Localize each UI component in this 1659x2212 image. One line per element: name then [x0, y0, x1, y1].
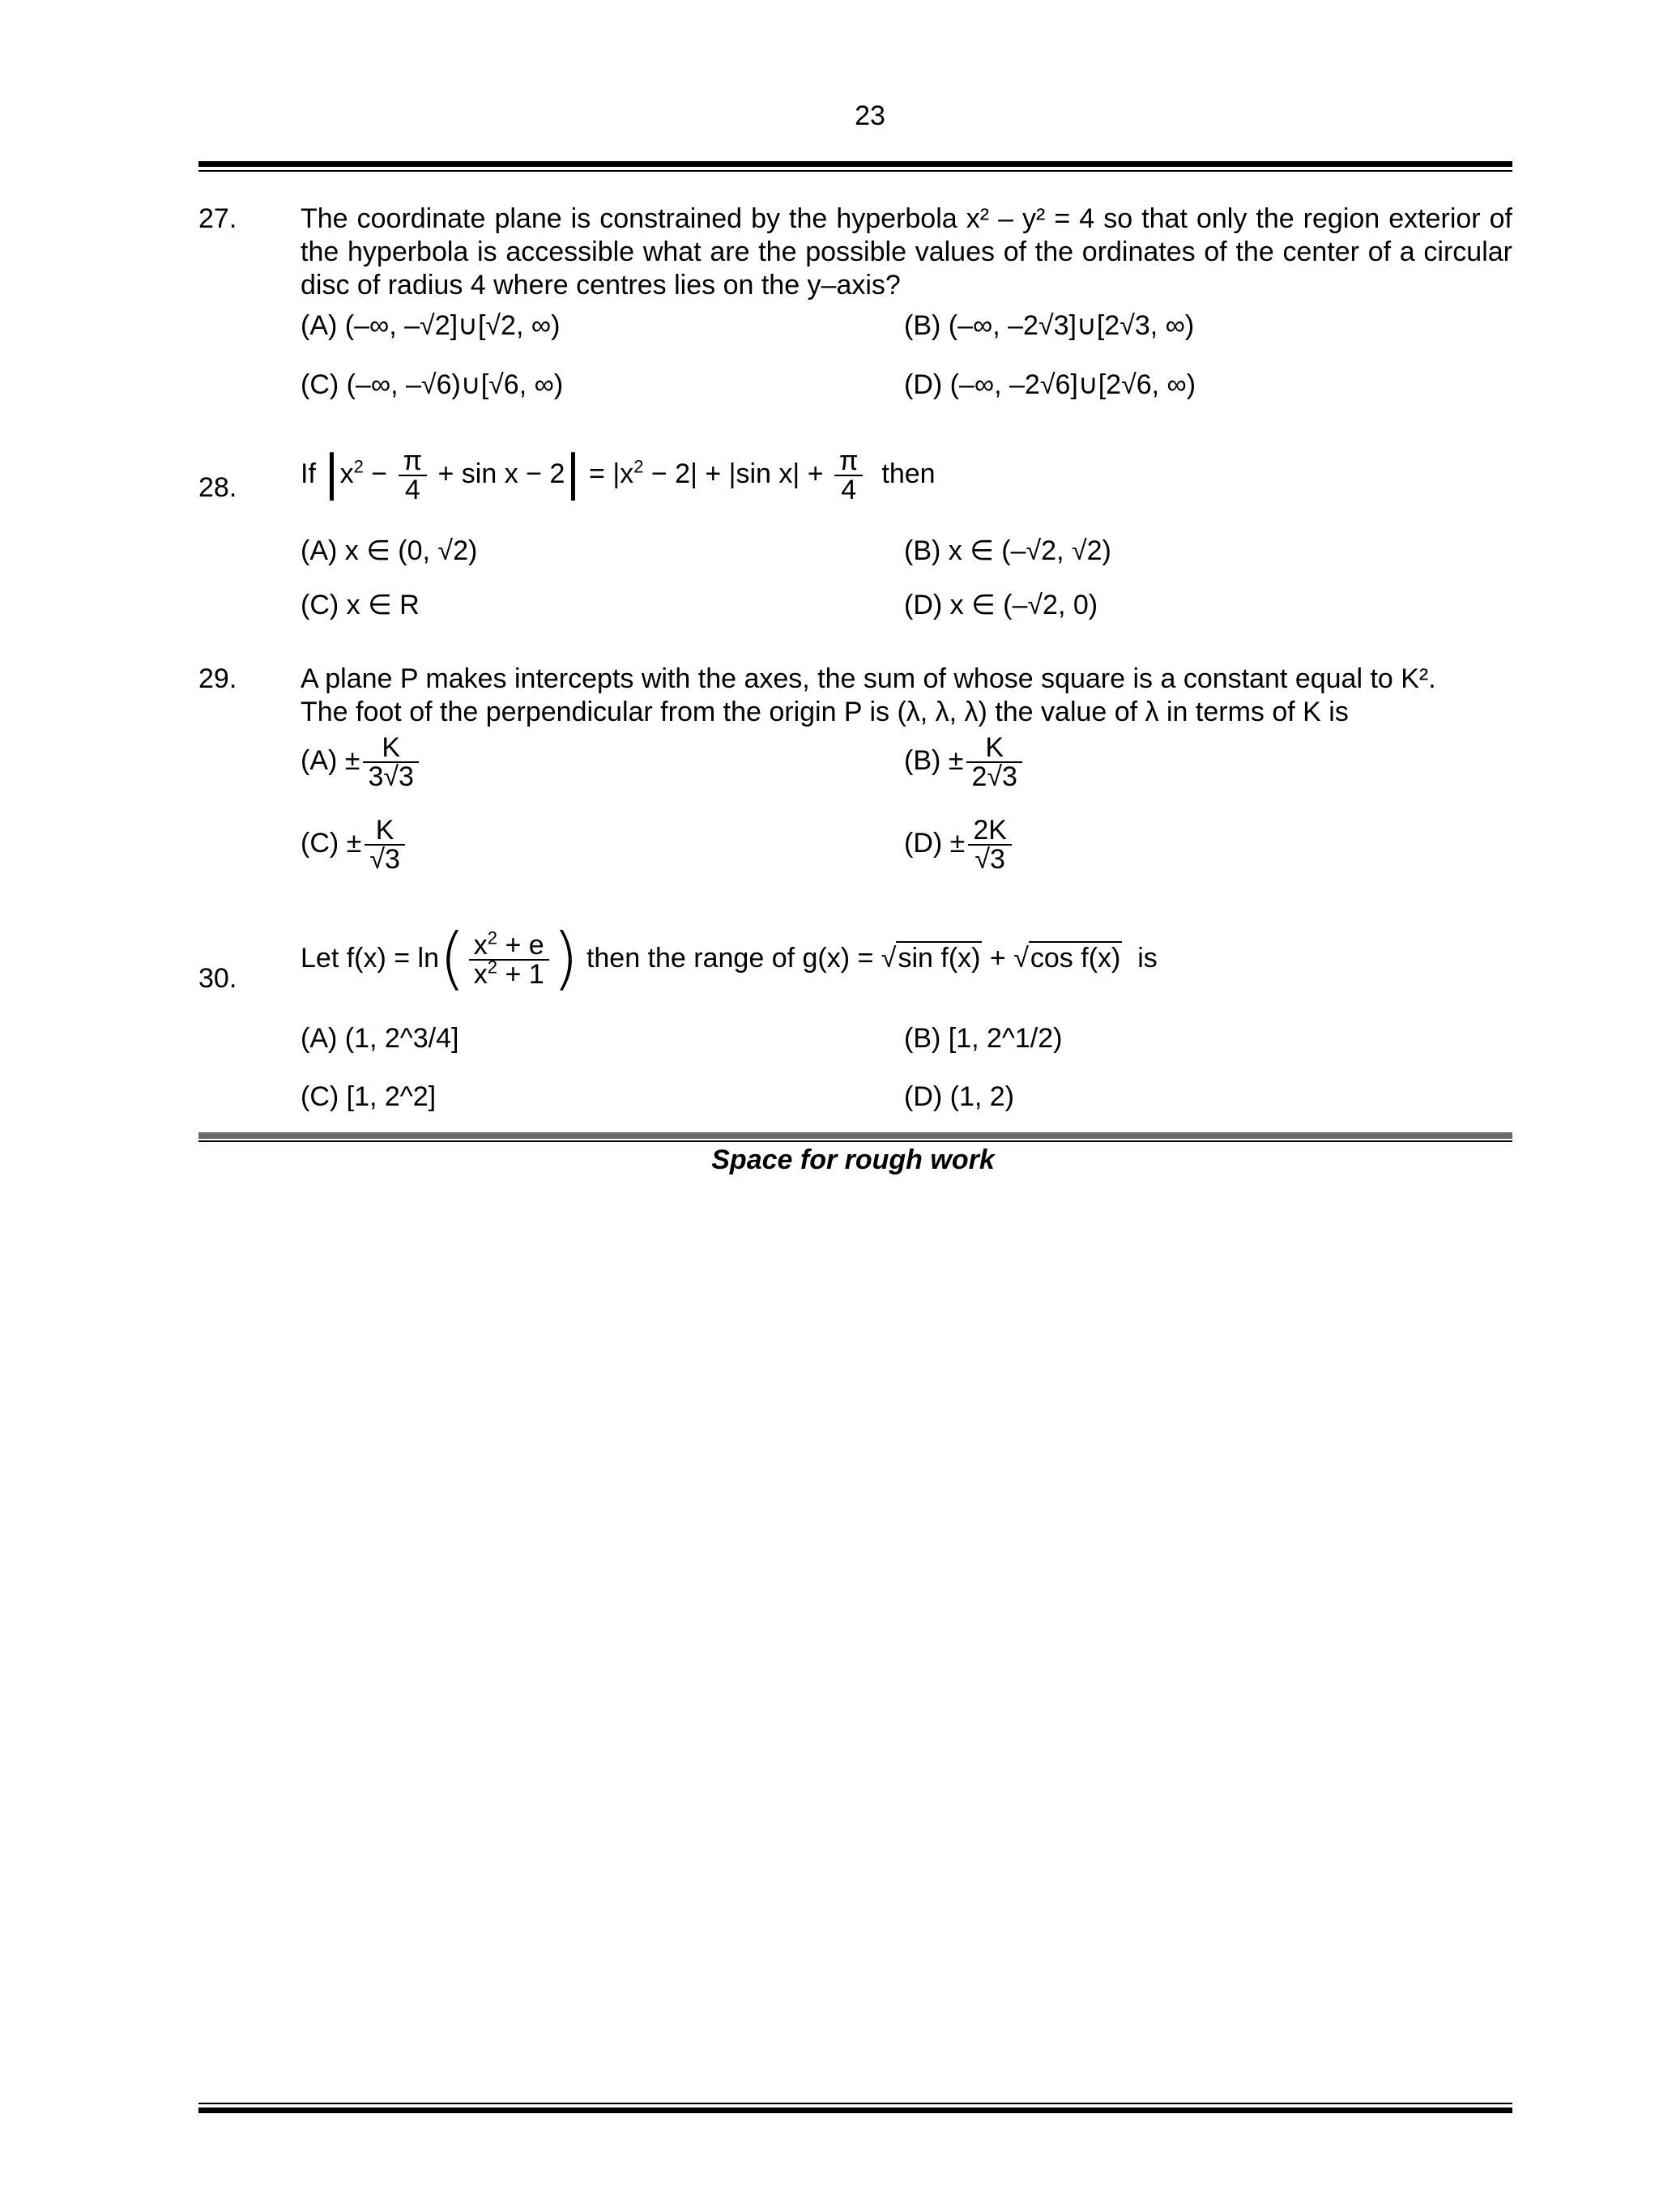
- option-text: (D) x ∈ (–√2, 0): [904, 590, 1098, 620]
- denominator: √3: [968, 844, 1012, 873]
- mid-text: then the range of: [586, 942, 795, 974]
- bottom-rule: [198, 2103, 1512, 2113]
- option-text: (B) [1, 2^1/2): [904, 1023, 1063, 1054]
- option-text: (A) (1, 2^3/4]: [301, 1023, 459, 1054]
- option-text: (D) (–∞, –2√6]∪[2√6, ∞): [904, 369, 1196, 400]
- option-text: (C) x ∈ R: [301, 590, 420, 620]
- numerator: 2K: [973, 815, 1007, 846]
- option-d: [904, 589, 1098, 622]
- numerator: K: [985, 732, 1004, 763]
- tail-word: then: [881, 458, 936, 489]
- question-number: 30.: [198, 963, 237, 994]
- option-b: [904, 1022, 1062, 1055]
- question-number: 27.: [198, 203, 237, 234]
- option-text: (A) x ∈ (0, √2): [301, 535, 478, 566]
- option-c: [301, 589, 420, 622]
- question-30-equation: Let f(x) = ln( $\frac{x^2 + e}{x^2 + 1}$ ) then the range of g(x) = √sin f(x) + √cos f(x) is: [301, 918, 1158, 998]
- option-label: (B) ±: [904, 744, 964, 776]
- tail-word: is: [1137, 942, 1158, 974]
- option-d: [904, 369, 1196, 402]
- option-d: [904, 1080, 1014, 1114]
- top-rule: [198, 161, 1512, 172]
- option-b: [904, 309, 1194, 343]
- numerator: K: [382, 732, 401, 763]
- option-c: [301, 1080, 436, 1114]
- option-a: [301, 309, 560, 343]
- denominator: 3√3: [363, 761, 418, 791]
- section-rule: [198, 1132, 1512, 1142]
- question-number: 28.: [198, 472, 237, 503]
- denominator: √3: [365, 844, 405, 873]
- option-text: (C) [1, 2^2]: [301, 1081, 437, 1112]
- lead-word: Let: [301, 942, 339, 974]
- denominator: 2√3: [966, 761, 1021, 791]
- option-text: (C) (–∞, –√6)∪[√6, ∞): [301, 369, 564, 400]
- question-28-equation: If $|x^2$ − $\frac{\pi}{4}$ + $\sin x - 2| = |x^2 - 2| + |\sin$ x| + $\frac{\pi}{4}$ then: [301, 444, 936, 505]
- option-b: [904, 734, 1026, 791]
- option-text: (D) (1, 2): [904, 1081, 1014, 1112]
- question-text: The coordinate plane is constrained by the hyperbola x² – y² = 4 so that only the region exterior of the hyperbola is accessible what are the possible values of the ordinates of the center of a circular disc of radius 4 where centres lies on the y–axis?: [301, 203, 1512, 300]
- page-number: 23: [855, 100, 885, 131]
- option-c: [301, 369, 563, 402]
- option-text: (B) x ∈ (–√2, √2): [904, 535, 1111, 566]
- lead-word: If: [301, 458, 316, 489]
- numerator: K: [375, 815, 394, 846]
- option-text: (A) (–∞, –√2]∪[√2, ∞): [301, 310, 561, 341]
- option-d: [904, 816, 1015, 873]
- option-a: [301, 1022, 458, 1055]
- option-b: [904, 535, 1111, 568]
- option-label: (D) ±: [904, 827, 966, 859]
- question-text-line1: A plane P makes intercepts with the axes, the sum of whose square is a constant equal to K².: [301, 663, 1436, 694]
- question-number: 29.: [198, 663, 237, 694]
- option-a: [301, 734, 422, 791]
- option-text: (B) (–∞, –2√3]∪[2√3, ∞): [904, 310, 1195, 341]
- option-c: [301, 816, 408, 873]
- option-label: (C) ±: [301, 827, 362, 859]
- option-a: [301, 535, 477, 568]
- option-label: (A) ±: [301, 744, 360, 776]
- rough-work-label: Space for rough work: [711, 1144, 995, 1175]
- question-text-line2: The foot of the perpendicular from the origin P is (λ, λ, λ) the value of λ in terms of K is: [301, 697, 1349, 727]
